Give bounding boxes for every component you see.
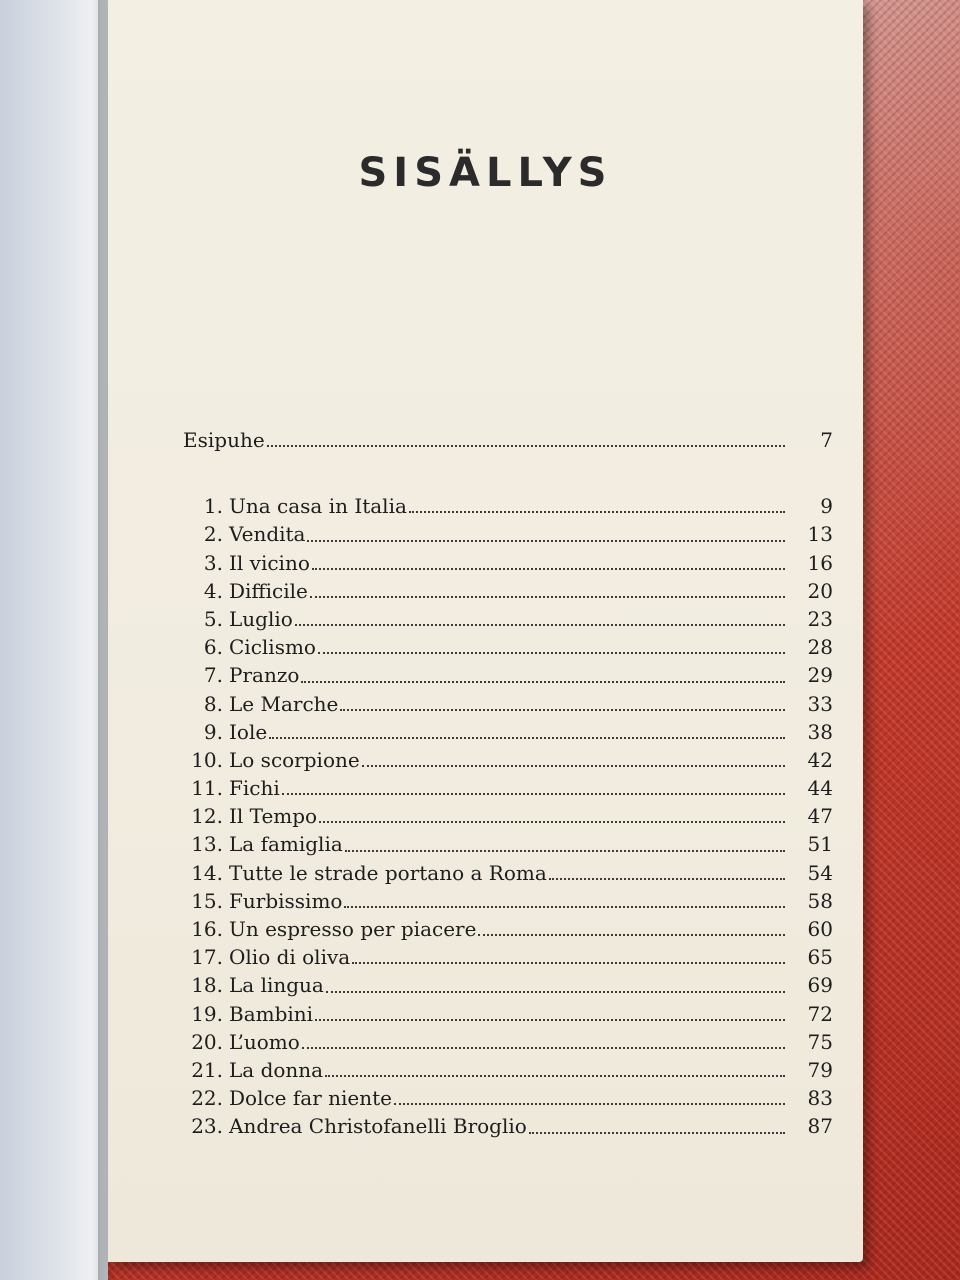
- toc-entry-page: 72: [807, 1001, 833, 1026]
- dot-leader: [529, 1126, 785, 1134]
- toc-entry: [183, 1000, 833, 1028]
- toc-entry-page: 29: [807, 663, 833, 688]
- toc-entry-label: Il vicino: [229, 550, 310, 575]
- dot-leader: [267, 439, 785, 447]
- toc-entry-page: 23: [807, 606, 833, 631]
- toc-entry: [183, 830, 833, 858]
- toc-entry: [183, 718, 833, 746]
- toc-entry-page: 54: [807, 860, 833, 885]
- dot-leader: [312, 562, 785, 570]
- dot-leader: [345, 844, 785, 852]
- toc-entry-page: 47: [807, 804, 833, 829]
- toc-entry-label: L’uomo: [229, 1029, 300, 1054]
- dot-leader: [362, 759, 785, 767]
- toc-entry-page: 16: [807, 550, 833, 575]
- toc-entry-number: 15.: [191, 888, 223, 913]
- toc-entry-page: 44: [807, 776, 833, 801]
- dot-leader: [307, 534, 785, 542]
- toc-entry-number: 12.: [191, 804, 223, 829]
- toc-entry-label: Difficile: [229, 578, 308, 603]
- dot-leader: [319, 815, 785, 823]
- book-page: [108, 0, 863, 1262]
- toc-entry-page: 79: [807, 1057, 833, 1082]
- toc-entry: [183, 633, 833, 661]
- toc-entry-label: Luglio: [229, 606, 293, 631]
- toc-entry-label: Dolce far niente: [229, 1086, 392, 1111]
- dot-leader: [318, 646, 785, 654]
- toc-entry-number: 20.: [191, 1029, 223, 1054]
- toc-entry-label: Un espresso per piacere: [229, 917, 477, 941]
- toc-entry-number: 5.: [203, 606, 223, 631]
- toc-entry-label: Pranzo: [229, 663, 300, 688]
- toc-entry-number: 16.: [191, 917, 223, 941]
- toc-entry-number: 8.: [203, 691, 223, 716]
- dot-leader: [394, 1097, 785, 1105]
- toc-entry: [183, 520, 833, 548]
- dot-leader: [325, 1069, 785, 1077]
- dot-leader: [282, 787, 785, 795]
- toc-entry-page: 42: [807, 747, 833, 772]
- toc-entry-label: Lo scorpione: [229, 747, 360, 772]
- toc-entry: [183, 943, 833, 971]
- toc-entry-number: 2.: [203, 522, 223, 547]
- toc-entry: [183, 802, 833, 830]
- toc-entry-number: 3.: [203, 550, 223, 575]
- toc-entry-page: 58: [807, 888, 833, 913]
- toc-entry: [183, 1112, 833, 1140]
- dot-leader: [344, 900, 785, 908]
- toc-entry-number: 4.: [203, 578, 223, 603]
- toc-entry-number: 7.: [203, 663, 223, 688]
- toc-entry-page: 83: [807, 1086, 833, 1111]
- toc-entry-label: Bambini: [229, 1001, 314, 1026]
- toc-entry: [183, 774, 833, 802]
- toc-entry-number: 17.: [191, 945, 223, 970]
- toc-entry-page: 38: [807, 719, 833, 744]
- toc-entry-label: Tutte le strade portano a Roma: [229, 860, 547, 885]
- toc-entry-label: Ciclismo: [229, 635, 316, 660]
- toc-entry-page: 9: [820, 494, 833, 519]
- toc-entry-number: 9.: [203, 719, 223, 744]
- toc-entry: [183, 605, 833, 633]
- toc-entry: [183, 1056, 833, 1084]
- dot-leader: [352, 956, 785, 964]
- toc-entry: [183, 746, 833, 774]
- toc-entry-label: La donna: [229, 1057, 324, 1082]
- toc-entry: [183, 492, 833, 520]
- toc-entry-page: 13: [807, 522, 833, 547]
- toc-entry-label: Il Tempo: [229, 804, 318, 829]
- toc-entry-label: Andrea Christofanelli Broglio: [229, 1114, 527, 1139]
- toc-entry-number: 22.: [191, 1086, 223, 1111]
- toc-entry: [183, 915, 833, 943]
- toc-entry-number: 18.: [191, 973, 223, 998]
- toc-entry-page: 75: [807, 1029, 833, 1054]
- toc-entry-page: 7: [820, 428, 833, 452]
- toc-entry-label: Fichi: [229, 776, 280, 801]
- table-of-contents: [183, 426, 833, 1141]
- toc-entry-page: 28: [807, 635, 833, 660]
- dot-leader: [302, 1041, 785, 1049]
- dot-leader: [478, 928, 785, 936]
- dot-leader: [326, 985, 785, 993]
- page-title: SISÄLLYS: [358, 150, 613, 196]
- toc-entry: [183, 859, 833, 887]
- toc-entry: [183, 690, 833, 718]
- toc-entry-number: 21.: [191, 1057, 223, 1082]
- toc-entry-page: 69: [807, 973, 833, 998]
- dot-leader: [315, 1013, 785, 1021]
- toc-entry: [183, 887, 833, 915]
- toc-entry-page: 65: [807, 945, 833, 970]
- toc-entry: [183, 577, 833, 605]
- toc-entry-label: La famiglia: [229, 832, 343, 857]
- toc-entry-page: 87: [807, 1114, 833, 1139]
- toc-entry-number: 11.: [191, 776, 223, 801]
- toc-entry: [183, 661, 833, 689]
- toc-entry-label: Esipuhe: [183, 428, 265, 452]
- toc-entry-number: 14.: [191, 860, 223, 885]
- dot-leader: [269, 731, 785, 739]
- toc-entry-page: 51: [807, 832, 833, 857]
- toc-entry-number: 1.: [203, 494, 223, 519]
- dot-leader: [301, 675, 785, 683]
- toc-entry-number: 19.: [191, 1001, 223, 1026]
- toc-entry-label: Le Marche: [229, 691, 339, 716]
- toc-entry-label: Una casa in Italia: [229, 494, 407, 519]
- dot-leader: [549, 872, 785, 880]
- toc-entry-label: Iole: [229, 719, 268, 744]
- toc-entry-number: 6.: [203, 635, 223, 660]
- dot-leader: [409, 505, 785, 513]
- toc-entry-label: Furbissimo: [229, 888, 343, 913]
- facing-page: [0, 0, 108, 1280]
- toc-entry: [183, 1084, 833, 1112]
- toc-entry-label: Vendita: [229, 522, 306, 547]
- toc-entry-preface: [183, 426, 833, 454]
- toc-entry-page: 20: [807, 578, 833, 603]
- toc-entry: [183, 549, 833, 577]
- toc-entry-number: 13.: [191, 832, 223, 857]
- toc-entry-label: Olio di oliva: [229, 945, 351, 970]
- toc-entry-page: 60: [807, 917, 833, 941]
- toc-entry: [183, 971, 833, 999]
- dot-leader: [310, 590, 785, 598]
- toc-entry: [183, 1028, 833, 1056]
- toc-entry-number: 10.: [191, 747, 223, 772]
- toc-entry-page: 33: [807, 691, 833, 716]
- dot-leader: [295, 618, 785, 626]
- chapter-list: [183, 492, 833, 1140]
- toc-entry-label: La lingua: [229, 973, 324, 998]
- toc-entry-number: 23.: [191, 1114, 223, 1139]
- dot-leader: [340, 703, 785, 711]
